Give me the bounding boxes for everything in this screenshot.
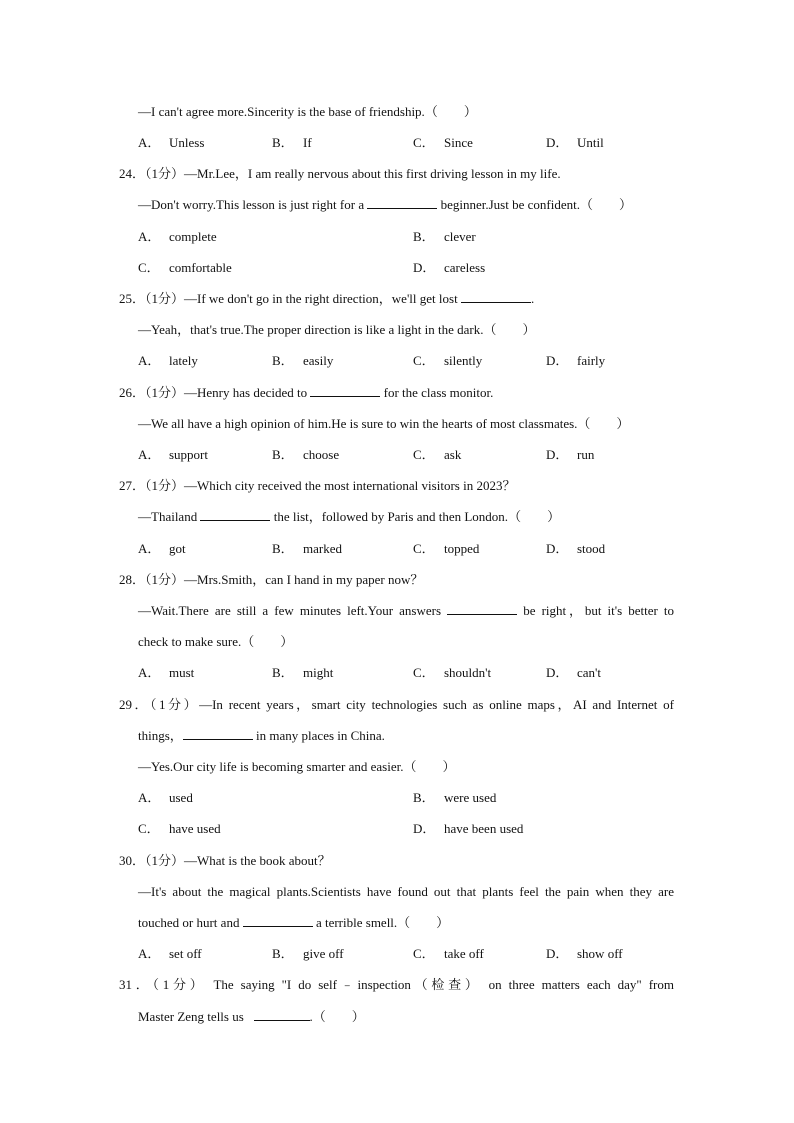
- answer-blank[interactable]: [183, 727, 253, 740]
- q23-line-2: —I can't agree more.Sincerity is the base of friendship.（ ）: [138, 104, 477, 119]
- q28-option-b[interactable]: B． might: [272, 665, 334, 680]
- answer-paren[interactable]: （ ）: [241, 634, 294, 649]
- q26-line-1: 26．（1分）—Henry has decided to for the class monitor.: [119, 385, 494, 400]
- q31-line-1: 31．（1分） The saying "I do self﹣inspection（检查） on three matters each day" from: [119, 977, 674, 992]
- answer-paren[interactable]: （ ）: [397, 915, 450, 930]
- question-number: 28．（1分）: [119, 572, 185, 587]
- answer-paren[interactable]: （ ）: [508, 509, 561, 524]
- q30-option-a[interactable]: A． set off: [138, 946, 202, 961]
- q31-line-2: Master Zeng tells us .（ ）: [138, 1009, 365, 1024]
- q23-option-c[interactable]: C． Since: [413, 135, 473, 150]
- q23-option-d[interactable]: D． Until: [546, 135, 604, 150]
- answer-paren[interactable]: （ ）: [579, 197, 632, 212]
- q27-line-1: 27．（1分）—Which city received the most international visitors in 2023？: [119, 478, 516, 493]
- q28-line-2: —Wait.There are still a few minutes left.Your answers be right，but it's better to: [138, 603, 675, 618]
- q24-option-c[interactable]: C． comfortable: [138, 260, 232, 275]
- q29-option-a[interactable]: A． used: [138, 790, 193, 805]
- q30-option-c[interactable]: C． take off: [413, 946, 484, 961]
- q27-option-d[interactable]: D． stood: [546, 541, 606, 556]
- q24-option-d[interactable]: D． careless: [413, 260, 486, 275]
- q23-option-a[interactable]: A． Unless: [138, 135, 205, 150]
- q24-option-b[interactable]: B． clever: [413, 229, 476, 244]
- q23-option-b[interactable]: B． If: [272, 135, 312, 150]
- question-number: 24．（1分）: [119, 166, 185, 181]
- q30-option-d[interactable]: D． show off: [546, 946, 623, 961]
- q25-line-2: —Yeah，that's true.The proper direction is like a light in the dark.（ ）: [138, 322, 536, 337]
- q24-line-2: —Don't worry.This lesson is just right for a beginner.Just be confident.（ ）: [138, 197, 632, 212]
- q28-line-1: 28．（1分）—Mrs.Smith，can I hand in my paper now？: [119, 572, 424, 587]
- answer-blank[interactable]: [461, 290, 531, 303]
- question-number: 31．（1分）: [119, 977, 207, 992]
- q25-line-1: 25．（1分）—If we don't go in the right direction，we'll get lost .: [119, 291, 535, 306]
- q25-option-c[interactable]: C． silently: [413, 353, 483, 368]
- q29-option-c[interactable]: C． have used: [138, 821, 221, 836]
- answer-blank[interactable]: [310, 384, 380, 397]
- q27-option-b[interactable]: B． marked: [272, 541, 342, 556]
- q29-line-3: —Yes.Our city life is becoming smarter and easier.（ ）: [138, 759, 456, 774]
- q30-line-2: —It's about the magical plants.Scientists have found out that plants feel the pain when they are: [138, 884, 674, 899]
- question-number: 25．（1分）: [119, 291, 185, 306]
- question-number: 29．（1分）: [119, 697, 200, 712]
- answer-paren[interactable]: （ ）: [312, 1009, 365, 1024]
- q29-line-2: things， in many places in China.: [138, 728, 385, 743]
- q26-option-b[interactable]: B． choose: [272, 447, 340, 462]
- answer-blank[interactable]: [447, 602, 517, 615]
- q30-line-1: 30．（1分）—What is the book about？: [119, 853, 331, 868]
- q26-line-2: —We all have a high opinion of him.He is sure to win the hearts of most classmates.（ ）: [138, 416, 630, 431]
- q27-option-c[interactable]: C． topped: [413, 541, 480, 556]
- question-number: 27．（1分）: [119, 478, 185, 493]
- answer-blank[interactable]: [254, 1008, 310, 1021]
- q25-option-a[interactable]: A． lately: [138, 353, 198, 368]
- answer-paren[interactable]: （ ）: [483, 322, 536, 337]
- answer-blank[interactable]: [200, 508, 270, 521]
- q25-option-d[interactable]: D． fairly: [546, 353, 606, 368]
- answer-paren[interactable]: （ ）: [403, 759, 456, 774]
- answer-paren[interactable]: （ ）: [424, 104, 477, 119]
- q26-option-c[interactable]: C． ask: [413, 447, 462, 462]
- q26-option-d[interactable]: D． run: [546, 447, 595, 462]
- q29-option-b[interactable]: B． were used: [413, 790, 497, 805]
- q27-option-a[interactable]: A． got: [138, 541, 186, 556]
- question-number: 30．（1分）: [119, 853, 185, 868]
- q26-option-a[interactable]: A． support: [138, 447, 208, 462]
- question-number: 26．（1分）: [119, 385, 185, 400]
- q30-line-3: touched or hurt and a terrible smell.（ ）: [138, 915, 450, 930]
- q28-option-a[interactable]: A． must: [138, 665, 195, 680]
- q28-line-3: check to make sure.（ ）: [138, 634, 294, 649]
- q25-option-b[interactable]: B． easily: [272, 353, 334, 368]
- q24-option-a[interactable]: A． complete: [138, 229, 217, 244]
- q29-line-1: 29．（1分）—In recent years，smart city technologies such as online maps，AI and Internet of: [119, 697, 674, 712]
- answer-blank[interactable]: [367, 196, 437, 209]
- q28-option-d[interactable]: D． can't: [546, 665, 601, 680]
- answer-paren[interactable]: （ ）: [577, 416, 630, 431]
- q29-option-d[interactable]: D． have been used: [413, 821, 524, 836]
- answer-blank[interactable]: [243, 914, 313, 927]
- q27-line-2: —Thailand the list，followed by Paris and then London.（ ）: [138, 509, 561, 524]
- q28-option-c[interactable]: C． shouldn't: [413, 665, 492, 680]
- q30-option-b[interactable]: B． give off: [272, 946, 344, 961]
- q24-line-1: 24．（1分）—Mr.Lee，I am really nervous about this first driving lesson in my life.: [119, 166, 561, 181]
